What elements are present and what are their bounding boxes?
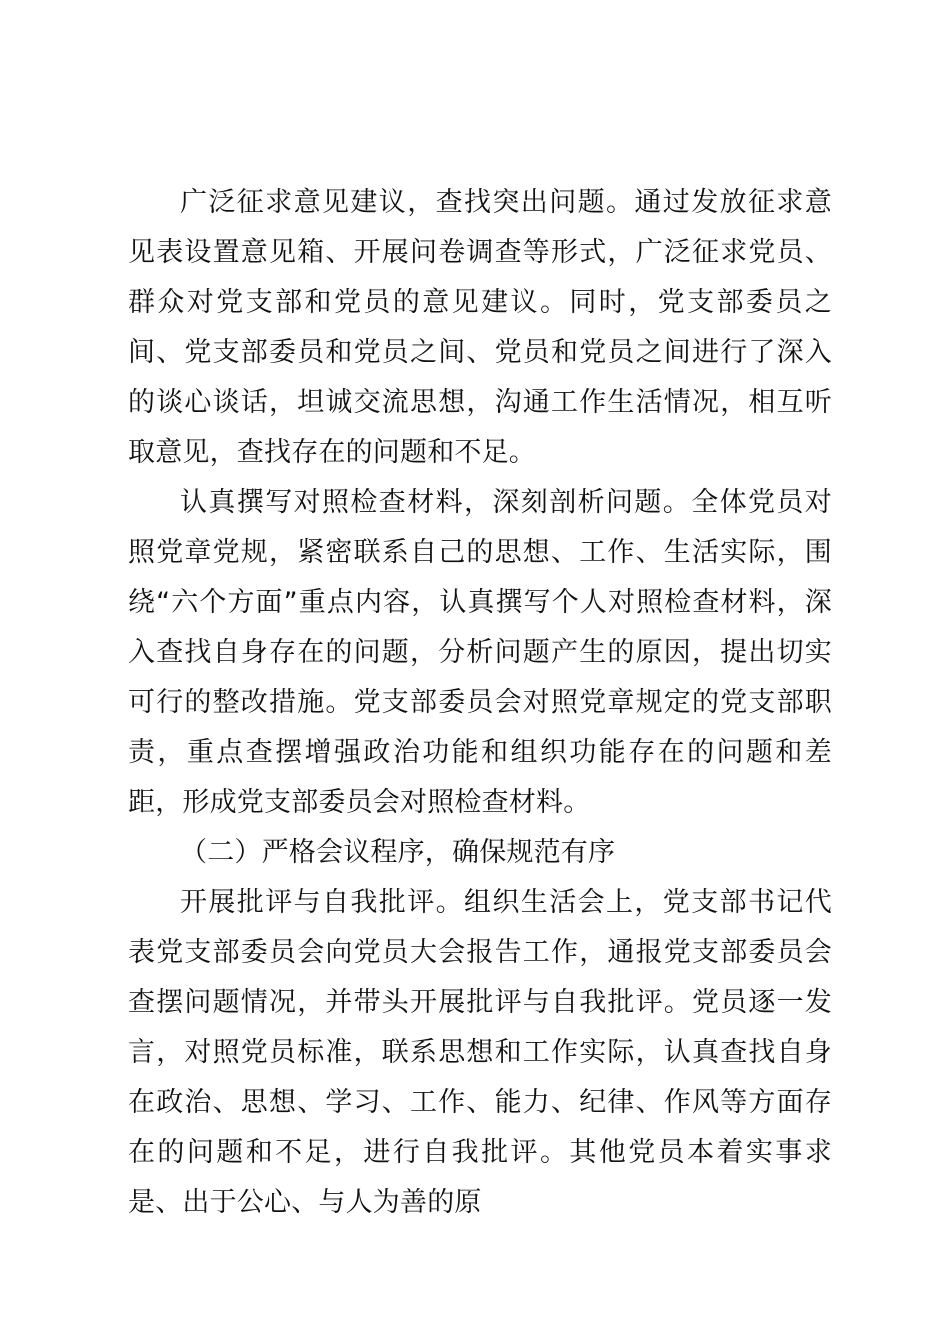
paragraph-criticism: 开展批评与自我批评。组织生活会上，党支部书记代表党支部委员会向党员大会报告工作，通报党支部委员会查摆问题情况，并带头开展批评与自我批评。党员逐一发言，对照党员标准，联系思想和工作实际，认真查找自身在政治、思想、学习、工作、能力、纪律、作风等方面存在的问题和不足，进行自我批评。其他党员本着实事求是、出于公心、与人为善的原 <box>128 887 832 1218</box>
paragraph-review-materials: 认真撰写对照检查材料，深刻剖析问题。全体党员对照党章党规，紧密联系自己的思想、工作、生活实际，围绕“六个方面”重点内容，认真撰写个人对照检查材料，深入查找自身存在的问题，分析问题产生的原因，提出切实可行的整改措施。党支部委员会对照党章规定的党支部职责，重点查摆增强政治功能和组织功能存在的问题和差距，形成党支部委员会对照检查材料。 <box>128 487 832 818</box>
section-heading: （二）严格会议程序，确保规范有序 <box>180 837 616 868</box>
paragraph-solicit-opinions: 广泛征求意见建议，查找突出问题。通过发放征求意见表设置意见箱、开展问卷调查等形式，广泛征求党员、群众对党支部和党员的意见建议。同时，党支部委员之间、党支部委员和党员之间、党员和党员之间进行了深入的谈心谈话，坦诚交流思想，沟通工作生活情况，相互听取意见，查找存在的问题和不足。 <box>128 187 832 468</box>
document-body <box>128 178 832 1228</box>
